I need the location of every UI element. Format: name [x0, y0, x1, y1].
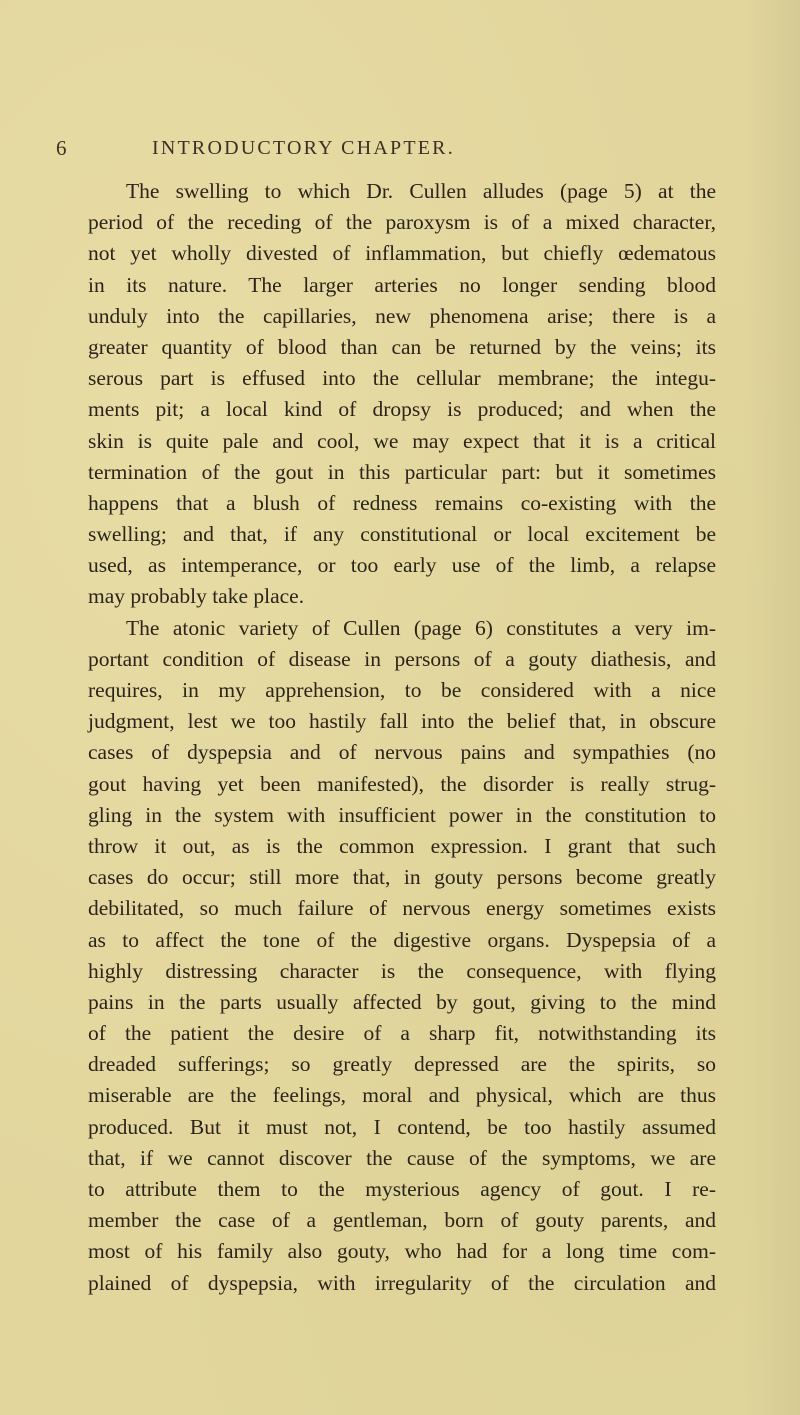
text-line: pains in the parts usually affected by gout, giving to the mind: [88, 989, 716, 1014]
text-line: as to affect the tone of the digestive organs. Dyspepsia of a: [88, 927, 716, 952]
text-line: cases of dyspepsia and of nervous pains and sympathies (no: [88, 740, 716, 765]
page-number: 6: [56, 136, 67, 160]
text-line: of the patient the desire of a sharp fit, notwithstanding its: [88, 1021, 716, 1046]
text-line: plained of dyspepsia, with irregularity of the circulation and: [88, 1270, 716, 1295]
text-line: judgment, lest we too hastily fall into the belief that, in obscure: [88, 709, 716, 734]
text-line: may probably take place.: [88, 584, 305, 609]
text-line: gout having yet been manifested), the disorder is really strug-: [88, 771, 716, 796]
text-line: swelling; and that, if any constitutional or local excitement be: [88, 522, 716, 547]
text-line: requires, in my apprehension, to be considered with a nice: [88, 678, 716, 702]
text-line: gling in the system with insufficient power in the constitution to: [88, 802, 716, 827]
paragraph-first-line: The atonic variety of Cullen (page 6) constitutes a very im-: [126, 615, 716, 640]
text-line: skin is quite pale and cool, we may expect that it is a critical: [88, 428, 716, 453]
text-line: debilitated, so much failure of nervous energy sometimes exists: [88, 896, 716, 921]
running-title: INTRODUCTORY CHAPTER.: [152, 137, 455, 159]
text-line: member the case of a gentleman, born of gouty parents, and: [88, 1208, 716, 1233]
text-line: dreaded sufferings; so greatly depressed are the spirits, so: [88, 1052, 716, 1077]
text-line: highly distressing character is the consequence, with flying: [88, 958, 716, 983]
text-line: serous part is effused into the cellular membrane; the integu-: [88, 366, 716, 391]
text-line: cases do occur; still more that, in gouty persons become greatly: [88, 865, 716, 890]
text-line: termination of the gout in this particular part: but it sometimes: [88, 459, 716, 484]
text-line: ments pit; a local kind of dropsy is produced; and when the: [88, 397, 716, 422]
text-line: to attribute them to the mysterious agency of gout. I re-: [88, 1177, 716, 1201]
text-line: happens that a blush of redness remains co-existing with the: [88, 490, 716, 515]
text-line: most of his family also gouty, who had for a long time com-: [88, 1239, 716, 1264]
text-line: unduly into the capillaries, new phenomena arise; there is a: [88, 303, 716, 328]
text-line: throw it out, as is the common expression. I grant that such: [88, 833, 716, 858]
text-line: greater quantity of blood than can be returned by the veins; its: [88, 334, 716, 359]
text-line: not yet wholly divested of inflammation, but chiefly œdematous: [88, 241, 716, 266]
text-line: produced. But it must not, I contend, be too hastily assumed: [88, 1114, 716, 1139]
text-line: miserable are the feelings, moral and physical, which are thus: [88, 1083, 716, 1108]
text-line: used, as intemperance, or too early use of the limb, a relapse: [88, 553, 716, 578]
text-line: in its nature. The larger arteries no longer sending blood: [88, 272, 716, 297]
body-text: [88, 176, 716, 1299]
text-line: portant condition of disease in persons of a gouty diathesis, and: [88, 646, 716, 671]
running-header: [0, 136, 800, 166]
paragraph-first-line: The swelling to which Dr. Cullen alludes (page 5) at the: [126, 179, 716, 203]
text-line: period of the receding of the paroxysm is of a mixed character,: [88, 210, 716, 235]
text-line: that, if we cannot discover the cause of the symptoms, we are: [88, 1145, 716, 1170]
